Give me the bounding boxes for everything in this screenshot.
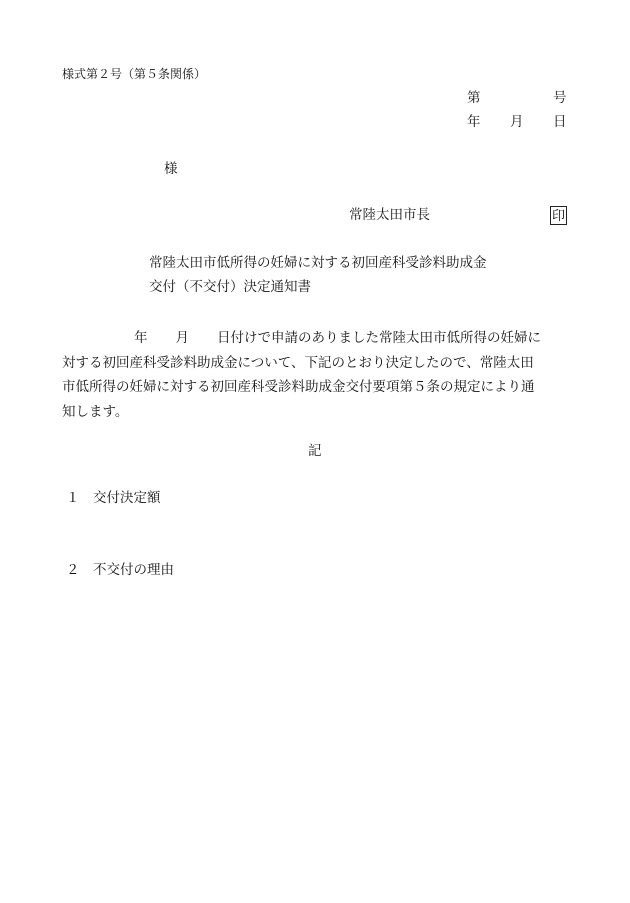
number-go: 号 <box>553 90 567 106</box>
item-1-label: 交付決定額 <box>93 490 161 506</box>
body-month: 月 <box>175 330 189 346</box>
form-label: 様式第２号（第５条関係） <box>62 67 207 81</box>
body-line1-rest: 日付けで申請のありました常陸太田市低所得の妊婦に <box>217 330 541 346</box>
item-2-number: ２ <box>66 562 80 578</box>
body-line-3: 市低所得の妊婦に対する初回産科受診料助成金交付要項第５条の規定により通 <box>62 379 535 395</box>
number-dai: 第 <box>467 90 481 106</box>
body-line-1 <box>62 326 582 351</box>
body-line-2: 対する初回産科受診料助成金について、下記のとおり決定したので、常陸太田 <box>62 354 534 371</box>
item-1-number: １ <box>66 490 80 506</box>
addressee-sama: 様 <box>164 161 178 177</box>
item-2-label: 不交付の理由 <box>93 562 174 578</box>
date-month: 月 <box>510 114 524 130</box>
seal-mark: 印 <box>550 206 567 225</box>
ki-heading: 記 <box>308 443 322 459</box>
date-year: 年 <box>467 114 481 130</box>
body-line-4: 知します。 <box>62 403 129 420</box>
document-title-line2: 交付（不交付）決定通知書 <box>149 279 311 295</box>
document-title-line1: 常陸太田市低所得の妊婦に対する初回産科受診料助成金 <box>149 255 487 271</box>
body-year: 年 <box>134 330 148 346</box>
date-day: 日 <box>553 114 567 130</box>
sender-title: 常陸太田市長 <box>349 207 430 223</box>
body-paragraph <box>62 326 582 424</box>
